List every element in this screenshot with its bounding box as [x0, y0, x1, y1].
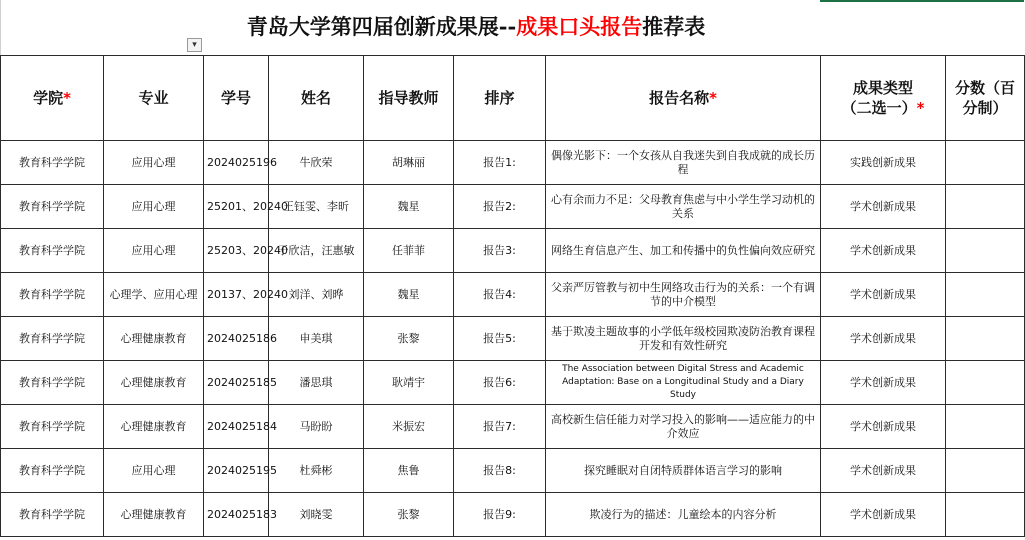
cell-major[interactable]: 心理健康教育 — [104, 361, 204, 405]
header-report-title[interactable] — [546, 56, 821, 141]
header-type[interactable] — [821, 56, 946, 141]
cell-type[interactable]: 学术创新成果 — [821, 361, 946, 405]
header-row — [1, 56, 1025, 141]
required-mark: * — [916, 99, 925, 117]
cell-major[interactable]: 心理健康教育 — [104, 405, 204, 449]
cell-college[interactable]: 教育科学学院 — [1, 141, 104, 185]
cell-advisor[interactable]: 张黎 — [364, 493, 454, 537]
cell-type[interactable]: 学术创新成果 — [821, 185, 946, 229]
cell-advisor[interactable]: 魏星 — [364, 273, 454, 317]
cell-type[interactable]: 学术创新成果 — [821, 317, 946, 361]
header-college-label: 学院 — [33, 89, 64, 107]
cell-college[interactable]: 教育科学学院 — [1, 273, 104, 317]
cell-college[interactable]: 教育科学学院 — [1, 449, 104, 493]
cell-report-title[interactable]: 欺凌行为的描述：儿童绘本的内容分析 — [546, 493, 821, 537]
cell-student-id[interactable]: 2024025186 — [204, 317, 269, 361]
header-score-line2: 分制） — [962, 99, 1008, 117]
header-order-label: 排序 — [484, 89, 515, 107]
cell-order[interactable]: 报告8: — [454, 449, 546, 493]
cell-score[interactable] — [946, 229, 1025, 273]
header-advisor-label: 指导教师 — [378, 89, 439, 107]
cell-advisor[interactable]: 任菲菲 — [364, 229, 454, 273]
table-row — [1, 361, 1025, 405]
cell-type[interactable]: 实践创新成果 — [821, 141, 946, 185]
cell-score[interactable] — [946, 449, 1025, 493]
cell-report-title[interactable]: 网络生育信息产生、加工和传播中的负性偏向效应研究 — [546, 229, 821, 273]
header-score[interactable] — [946, 56, 1025, 141]
cell-report-title[interactable]: 心有余而力不足：父母教育焦虑与中小学生学习动机的关系 — [546, 185, 821, 229]
cell-major[interactable]: 心理健康教育 — [104, 493, 204, 537]
table-row — [1, 493, 1025, 537]
cell-advisor[interactable]: 焦鲁 — [364, 449, 454, 493]
cell-order[interactable]: 报告3: — [454, 229, 546, 273]
cell-score[interactable] — [946, 141, 1025, 185]
cell-type[interactable]: 学术创新成果 — [821, 449, 946, 493]
cell-name[interactable]: 牛欣荣 — [269, 141, 364, 185]
cell-type[interactable]: 学术创新成果 — [821, 229, 946, 273]
cell-name[interactable]: 潘思琪 — [269, 361, 364, 405]
cell-score[interactable] — [946, 273, 1025, 317]
filter-dropdown-icon[interactable]: ▾ — [187, 38, 202, 52]
cell-order[interactable]: 报告5: — [454, 317, 546, 361]
cell-major[interactable]: 心理健康教育 — [104, 317, 204, 361]
cell-college[interactable]: 教育科学学院 — [1, 229, 104, 273]
title-part2: 推荐表 — [642, 14, 706, 39]
table-row — [1, 405, 1025, 449]
cell-college[interactable]: 教育科学学院 — [1, 317, 104, 361]
required-mark: * — [709, 89, 717, 107]
sheet-title[interactable] — [1, 13, 951, 41]
cell-order[interactable]: 报告1: — [454, 141, 546, 185]
cell-score[interactable] — [946, 493, 1025, 537]
cell-advisor[interactable]: 张黎 — [364, 317, 454, 361]
cell-name[interactable]: 于欣洁，汪惠敏 — [269, 229, 364, 273]
cell-advisor[interactable]: 耿靖宇 — [364, 361, 454, 405]
cell-report-title[interactable]: 基于欺凌主题故事的小学低年级校园欺凌防治教育课程开发和有效性研究 — [546, 317, 821, 361]
cell-score[interactable] — [946, 185, 1025, 229]
cell-score[interactable] — [946, 317, 1025, 361]
cell-student-id[interactable]: 2024025184 — [204, 405, 269, 449]
cell-report-title[interactable]: 偶像光影下：一个女孩从自我迷失到自我成就的成长历程 — [546, 141, 821, 185]
cell-student-id[interactable]: 2024025185 — [204, 361, 269, 405]
cell-report-title[interactable]: 父亲严厉管教与初中生网络攻击行为的关系：一个有调节的中介模型 — [546, 273, 821, 317]
cell-name[interactable]: 王钰雯、李昕 — [269, 185, 364, 229]
cell-order[interactable]: 报告6: — [454, 361, 546, 405]
cell-advisor[interactable]: 魏星 — [364, 185, 454, 229]
header-name[interactable] — [269, 56, 364, 141]
cell-advisor[interactable]: 胡琳丽 — [364, 141, 454, 185]
cell-score[interactable] — [946, 405, 1025, 449]
cell-type[interactable]: 学术创新成果 — [821, 273, 946, 317]
cell-score[interactable] — [946, 361, 1025, 405]
table-row — [1, 449, 1025, 493]
cell-student-id[interactable]: 2024025196 — [204, 141, 269, 185]
cell-student-id[interactable]: 25201、20240 — [204, 185, 269, 229]
cell-report-title[interactable]: The Association between Digital Stress and Academic Adaptation: Base on a Longitudinal Study and a Diary Study — [546, 361, 821, 405]
table-body — [1, 141, 1025, 537]
header-major[interactable] — [104, 56, 204, 141]
header-advisor[interactable] — [364, 56, 454, 141]
cell-order[interactable]: 报告7: — [454, 405, 546, 449]
table-row — [1, 141, 1025, 185]
cell-college[interactable]: 教育科学学院 — [1, 405, 104, 449]
cell-major[interactable]: 应用心理 — [104, 185, 204, 229]
required-mark: * — [63, 89, 71, 107]
cell-college[interactable]: 教育科学学院 — [1, 493, 104, 537]
header-student-id[interactable] — [204, 56, 269, 141]
cell-report-title[interactable]: 高校新生信任能力对学习投入的影响——适应能力的中介效应 — [546, 405, 821, 449]
cell-name[interactable]: 申美琪 — [269, 317, 364, 361]
cell-student-id[interactable]: 2024025183 — [204, 493, 269, 537]
header-student-id-label: 学号 — [220, 89, 251, 107]
table-row — [1, 273, 1025, 317]
cell-college[interactable]: 教育科学学院 — [1, 185, 104, 229]
cell-major[interactable]: 应用心理 — [104, 449, 204, 493]
title-part1: 青岛大学第四届创新成果展-- — [246, 14, 517, 39]
cell-name[interactable]: 杜舜彬 — [269, 449, 364, 493]
header-report-title-label: 报告名称 — [649, 89, 710, 107]
cell-major[interactable]: 应用心理 — [104, 229, 204, 273]
cell-student-id[interactable]: 20137、20240 — [204, 273, 269, 317]
cell-college[interactable]: 教育科学学院 — [1, 361, 104, 405]
cell-order[interactable]: 报告9: — [454, 493, 546, 537]
cell-name[interactable]: 刘洋、刘晔 — [269, 273, 364, 317]
header-order[interactable] — [454, 56, 546, 141]
header-name-label: 姓名 — [300, 89, 331, 107]
cell-advisor[interactable]: 米振宏 — [364, 405, 454, 449]
header-major-label: 专业 — [138, 89, 169, 107]
cell-order[interactable]: 报告4: — [454, 273, 546, 317]
title-row[interactable] — [0, 0, 1025, 55]
header-college[interactable] — [1, 56, 104, 141]
recommendation-table — [0, 55, 1025, 537]
header-type-line2: （二选一） — [841, 99, 917, 117]
table-row — [1, 317, 1025, 361]
header-score-line1: 分数（百 — [954, 79, 1015, 97]
cell-student-id[interactable]: 2024025195 — [204, 449, 269, 493]
table-row — [1, 185, 1025, 229]
cell-name[interactable]: 刘晓雯 — [269, 493, 364, 537]
cell-report-title[interactable]: 探究睡眠对自闭特质群体语言学习的影响 — [546, 449, 821, 493]
cell-order[interactable]: 报告2: — [454, 185, 546, 229]
cell-major[interactable]: 心理学、应用心理 — [104, 273, 204, 317]
cell-type[interactable]: 学术创新成果 — [821, 405, 946, 449]
cell-name[interactable]: 马盼盼 — [269, 405, 364, 449]
title-highlight: 成果口头报告 — [516, 14, 643, 39]
header-type-line1: 成果类型 — [852, 79, 913, 97]
cell-student-id[interactable]: 25203、20240 — [204, 229, 269, 273]
cell-major[interactable]: 应用心理 — [104, 141, 204, 185]
table-row — [1, 229, 1025, 273]
cell-type[interactable]: 学术创新成果 — [821, 493, 946, 537]
